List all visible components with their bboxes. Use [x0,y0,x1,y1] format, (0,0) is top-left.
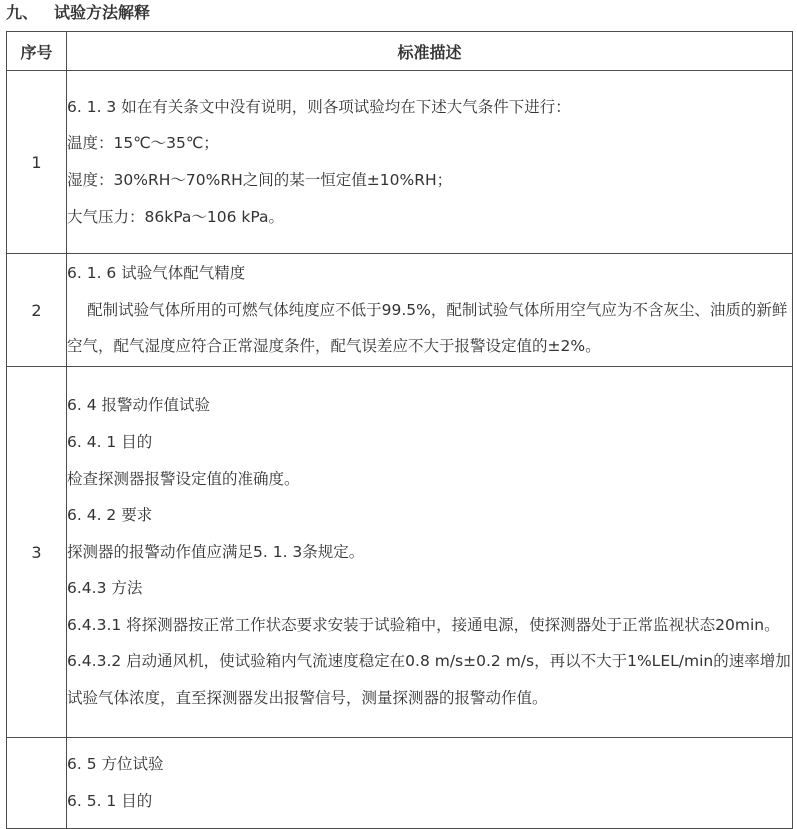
standard-table [6,31,793,829]
row-desc [67,367,793,738]
desc-line: 6. 5 方位试验 [67,755,164,774]
row-seq: 1 [7,71,67,254]
desc-line: 6. 5. 1 目的 [67,792,153,810]
table-row [7,367,793,738]
desc-line: 探测器的报警动作值应满足5. 1. 3条规定。 [67,542,365,561]
desc-line: 6. 1. 3 如在有关条文中没有说明，则各项试验均在下述大气条件下进行： [67,97,571,116]
table-row [7,738,793,829]
desc-line: 6. 1. 6 试验气体配气精度 [67,264,246,283]
table-row [7,254,793,367]
row-desc [67,738,793,829]
desc-paragraph: 6.4.3.1 将探测器按正常工作状态要求安装于试验箱中，接通电源，使探测器处于正常监视状态20min。 [67,615,780,634]
header-desc: 标准描述 [67,32,793,71]
table-header-row [7,32,793,71]
section-heading [6,1,150,25]
row-desc [67,254,793,367]
row-seq [7,738,67,829]
desc-line: 6. 4. 1 目的 [67,432,153,451]
table-row [7,71,793,254]
desc-line: 检查探测器报警设定值的准确度。 [67,469,300,488]
desc-paragraph: 配制试验气体所用的可燃气体纯度应不低于99.5%，配制试验气体所用空气应为不含灰尘、油质的新鲜空气，配气湿度应符合正常湿度条件，配气误差应不大于报警设定值的±2%。 [67,300,788,356]
row-seq: 3 [7,367,67,738]
desc-line: 6. 4 报警动作值试验 [67,396,211,415]
header-seq: 序号 [7,32,67,71]
desc-line: 6.4.3 方法 [67,579,143,598]
desc-line: 大气压力：86kPa～106 kPa。 [67,207,284,226]
desc-line: 湿度：30%RH～70%RH之间的某一恒定值±10%RH； [67,171,453,189]
section-number: 九、 [6,3,39,22]
row-desc [67,71,793,254]
section-title: 试验方法解释 [54,3,151,22]
desc-line: 温度：15℃～35℃； [67,134,219,153]
desc-line: 6. 4. 2 要求 [67,506,153,525]
row-seq: 2 [7,254,67,367]
desc-paragraph: 6.4.3.2 启动通风机，使试验箱内气流速度稳定在0.8 m/s±0.2 m/s，再以不大于1%LEL/min的速率增加试验气体浓度，直至探测器发出报警信号，测量探测器的报警动作值。 [67,652,791,708]
